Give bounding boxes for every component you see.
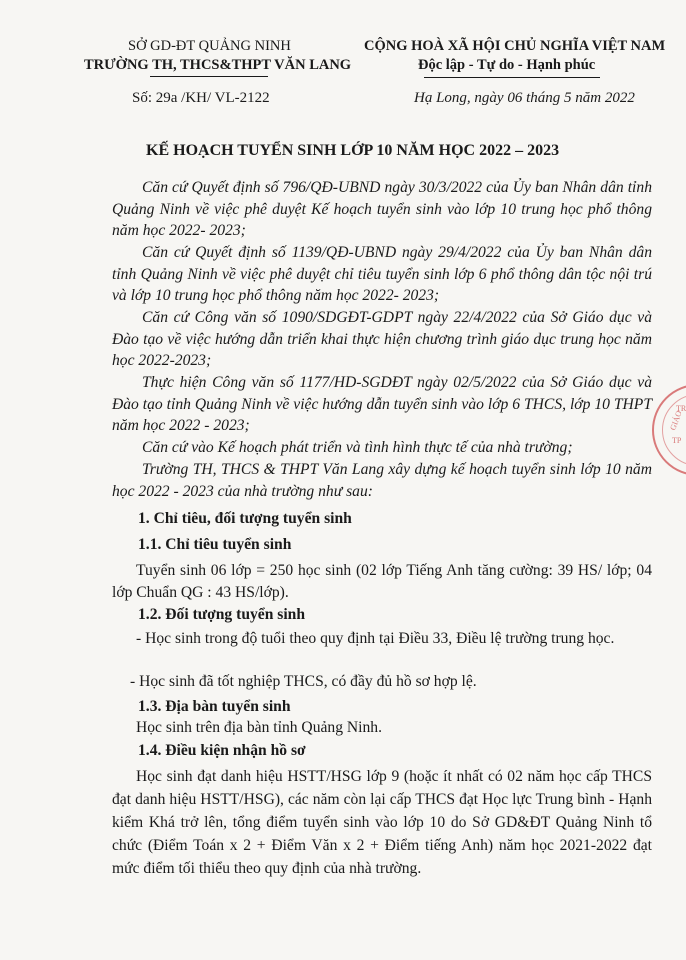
official-stamp	[652, 384, 686, 476]
section-1-heading: 1. Chỉ tiêu, đối tượng tuyển sinh	[138, 510, 352, 527]
section-1-1-text: Tuyển sinh 06 lớp = 250 học sinh (02 lớp Tiếng Anh tăng cường: 39 HS/ lớp; 04 lớp Chuẩn QG : 43 HS/lớp).	[112, 562, 652, 601]
place-date: Hạ Long, ngày 06 tháng 5 năm 2022	[414, 90, 635, 106]
preamble-paragraph-2: Căn cứ Quyết định số 1139/QĐ-UBND ngày 29/4/2022 của Ủy ban Nhân dân tỉnh Quảng Ninh về việc phê duyệt chỉ tiêu tuyển sinh lớp 6 phổ thông dân tộc nội trú và lớp 10 trung học phổ thông năm học 2022- 2023;	[112, 244, 652, 304]
section-1-2-item-2: - Học sinh đã tốt nghiệp THCS, có đầy đủ hồ sơ hợp lệ.	[130, 673, 477, 690]
section-1-1-heading: 1.1. Chỉ tiêu tuyển sinh	[138, 536, 292, 553]
stamp-text-2: TR	[676, 404, 686, 413]
document-title: KẾ HOẠCH TUYỂN SINH LỚP 10 NĂM HỌC 2022 – 2023	[146, 142, 560, 159]
section-1-4-heading: 1.4. Điều kiện nhận hồ sơ	[138, 742, 306, 759]
stamp-text-3: TP	[672, 436, 682, 445]
document-number: Số: 29a /KH/ VL-2122	[132, 90, 270, 106]
national-motto: Độc lập - Tự do - Hạnh phúc	[418, 57, 596, 73]
preamble-paragraph-1: Căn cứ Quyết định số 796/QĐ-UBND ngày 30/3/2022 của Ủy ban Nhân dân tỉnh Quảng Ninh về việc phê duyệt Kế hoạch tuyển sinh vào lớp 10 trung học phổ thông năm học 2022- 2023;	[112, 179, 652, 239]
section-1-4-text: Học sinh đạt danh hiệu HSTT/HSG lớp 9 (hoặc ít nhất có 02 năm học cấp THCS đạt danh hiệu HSTT/HSG), các năm còn lại cấp THCS đạt Học lực Trung bình - Hạnh kiểm Khá trở lên, tổng điểm tuyển sinh vào lớp 10 do Sở GD&ĐT Quảng Ninh tổ chức (Điểm Toán x 2 + Điểm Văn x 2 + Điểm tiếng Anh) năm học 2021-2022 đạt mức điểm tối thiểu theo quy định của nhà trường.	[112, 768, 652, 877]
section-1-3-text: Học sinh trên địa bàn tỉnh Quảng Ninh.	[136, 719, 382, 736]
national-title: CỘNG HOÀ XÃ HỘI CHỦ NGHĨA VIỆT NAM	[364, 38, 666, 54]
section-1-2-item-1: - Học sinh trong độ tuổi theo quy định tại Điều 33, Điều lệ trường trung học.	[136, 630, 615, 647]
preamble-paragraph-3: Căn cứ Công văn số 1090/SDGĐT-GDPT ngày 22/4/2022 của Sở Giáo dục và Đào tạo về việc hướng dẫn triển khai thực hiện chương trình giáo dục trung học năm học 2022-2023;	[112, 309, 652, 369]
school-underline	[150, 76, 268, 77]
stamp-text-1: GIÁO	[668, 409, 684, 432]
preamble-paragraph-6: Trường TH, THCS & THPT Văn Lang xây dựng kế hoạch tuyển sinh lớp 10 năm học 2022 - 2023 của nhà trường như sau:	[112, 461, 652, 500]
school-name: TRƯỜNG TH, THCS&THPT VĂN LANG	[84, 57, 352, 73]
section-1-3-heading: 1.3. Địa bàn tuyển sinh	[138, 698, 291, 715]
preamble-paragraph-4: Thực hiện Công văn số 1177/HD-SGDĐT ngày 02/5/2022 của Sở Giáo dục và Đào tạo tỉnh Quảng Ninh về việc hướng dẫn tuyển sinh vào lớp 6 THCS, lớp 10 THPT năm học 2022 - 2023;	[112, 374, 652, 434]
section-1-2-heading: 1.2. Đối tượng tuyển sinh	[138, 606, 306, 623]
motto-underline	[424, 77, 600, 78]
department-name: SỞ GD-ĐT QUẢNG NINH	[128, 38, 291, 54]
preamble-paragraph-5: Căn cứ vào Kế hoạch phát triển và tình hình thực tế của nhà trường;	[142, 439, 573, 456]
